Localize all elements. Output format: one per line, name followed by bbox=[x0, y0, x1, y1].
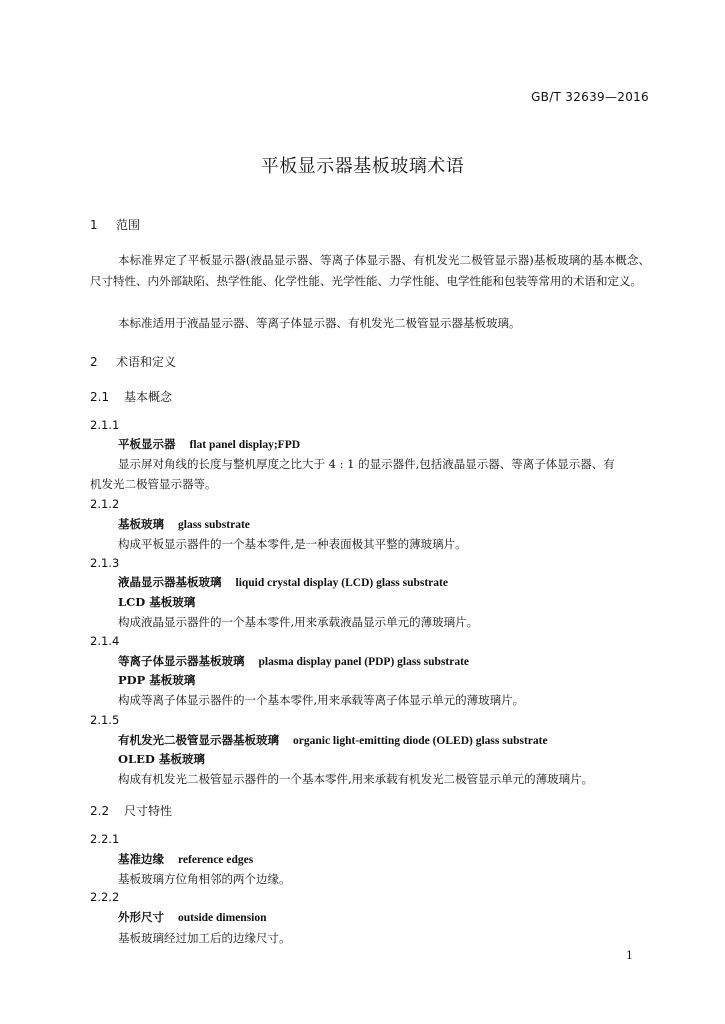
term-english: plasma display panel (PDP) glass substrate bbox=[258, 656, 470, 668]
term-chinese: 有机发光二极管显示器基板玻璃 bbox=[118, 733, 279, 747]
term-chinese: 基准边缘 bbox=[118, 852, 164, 866]
term-definition: 构成有机发光二极管显示器件的一个基本零件,用来承载有机发光二极管显示单元的薄玻璃片。 bbox=[118, 772, 594, 786]
term-english: liquid crystal display (LCD) glass substrate bbox=[235, 577, 448, 589]
section-number: 2 bbox=[90, 355, 98, 369]
section-number: 1 bbox=[90, 218, 98, 232]
clause-number: 2.1.3 bbox=[90, 556, 120, 570]
term-definition: 基板玻璃方位角相邻的两个边缘。 bbox=[118, 872, 291, 886]
term-heading bbox=[118, 851, 253, 867]
term-definition: 构成平板显示器件的一个基本零件,是一种表面极其平整的薄玻璃片。 bbox=[118, 537, 467, 551]
section-title: 基本概念 bbox=[124, 390, 173, 404]
clause-number: 2.1.1 bbox=[90, 418, 120, 432]
clause-number: 2.1.2 bbox=[90, 497, 120, 511]
section-title: 范围 bbox=[116, 218, 141, 232]
term-abbreviation: PDP 基板玻璃 bbox=[118, 673, 196, 687]
paragraph-text: 本标准界定了平板显示器(液晶显示器、等离子体显示器、有机发光二极管显示器)基板玻璃的基本概念、尺寸特性、内外部缺陷、热学性能、化学性能、光学性能、力学性能、电学性能和包装等常用的术语和定义。 bbox=[90, 253, 650, 288]
term-definition: 构成等离子体显示器件的一个基本零件,用来承载等离子体显示单元的薄玻璃片。 bbox=[118, 693, 525, 707]
page-number: 1 bbox=[626, 949, 633, 962]
clause-number: 2.1.4 bbox=[90, 634, 120, 648]
scope-paragraph-1 bbox=[90, 250, 650, 291]
term-english: reference edges bbox=[178, 854, 254, 866]
clause-number: 2.2.1 bbox=[90, 832, 120, 846]
clause-number: 2.2.2 bbox=[90, 890, 120, 904]
term-heading bbox=[118, 516, 250, 532]
term-chinese: 基板玻璃 bbox=[118, 517, 164, 531]
term-definition-continued: 机发光二极管显示器等。 bbox=[90, 477, 217, 491]
term-english: outside dimension bbox=[178, 912, 267, 924]
term-chinese: 等离子体显示器基板玻璃 bbox=[118, 654, 245, 668]
clause-number: 2.1.5 bbox=[90, 713, 120, 727]
section-number: 2.2 bbox=[90, 804, 110, 818]
term-chinese: 外形尺寸 bbox=[118, 910, 164, 924]
section-2-2-heading bbox=[90, 802, 172, 819]
section-title: 尺寸特性 bbox=[124, 804, 173, 818]
term-heading bbox=[118, 653, 469, 669]
term-definition: 构成液晶显示器件的一个基本零件,用来承载液晶显示单元的薄玻璃片。 bbox=[118, 615, 479, 629]
section-number: 2.1 bbox=[90, 390, 110, 404]
section-2-1-heading bbox=[90, 388, 172, 405]
term-abbreviation: OLED 基板玻璃 bbox=[118, 752, 205, 766]
term-chinese: 液晶显示器基板玻璃 bbox=[118, 575, 222, 589]
term-heading bbox=[118, 436, 300, 452]
standard-number: GB/T 32639—2016 bbox=[531, 90, 649, 104]
term-english: flat panel display;FPD bbox=[189, 439, 301, 451]
term-english: glass substrate bbox=[178, 519, 250, 531]
term-chinese: 平板显示器 bbox=[118, 437, 176, 451]
term-heading bbox=[118, 909, 267, 925]
section-2-heading bbox=[90, 353, 176, 370]
document-title: 平板显示器基板玻璃术语 bbox=[260, 156, 465, 177]
scope-paragraph-2: 本标准适用于液晶显示器、等离子体显示器、有机发光二极管显示器基板玻璃。 bbox=[118, 316, 521, 330]
section-1-heading bbox=[90, 216, 140, 233]
section-title: 术语和定义 bbox=[116, 355, 177, 369]
term-definition: 基板玻璃经过加工后的边缘尺寸。 bbox=[118, 931, 291, 945]
term-definition: 显示屏对角线的长度与整机厚度之比大于 4 : 1 的显示器件,包括液晶显示器、等离子体显示器、有 bbox=[118, 457, 615, 471]
term-english: organic light-emitting diode (OLED) glass substrate bbox=[293, 735, 548, 747]
term-heading bbox=[118, 574, 448, 590]
term-heading bbox=[118, 732, 548, 748]
term-abbreviation: LCD 基板玻璃 bbox=[118, 595, 196, 609]
